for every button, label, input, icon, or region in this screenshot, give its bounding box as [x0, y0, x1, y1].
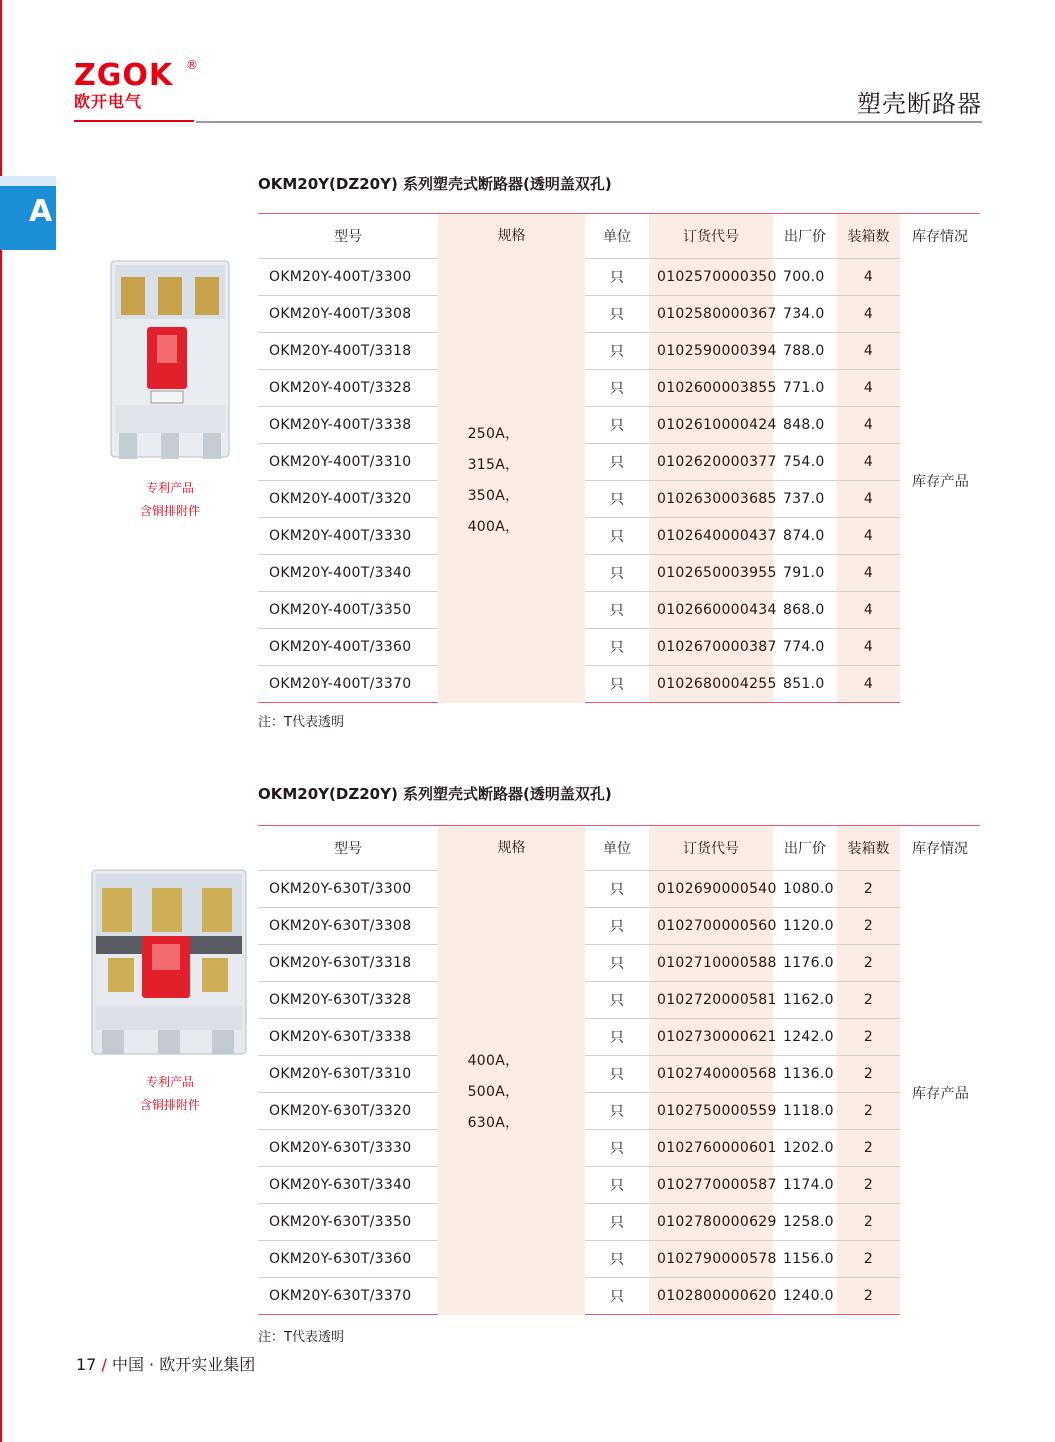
cell-unit: 只 [585, 1278, 649, 1315]
table-row [258, 666, 980, 703]
cell-unit: 只 [585, 296, 649, 333]
section-2-title: OKM20Y(DZ20Y) 系列塑壳式断路器(透明盖双孔) [258, 785, 612, 803]
spec-line: 400A， [467, 1053, 520, 1069]
cell-code: 0102610000424 [649, 407, 773, 444]
spec-line: 350A， [467, 487, 520, 504]
cell-stock: 库存产品 [912, 1085, 970, 1102]
cell-box: 2 [837, 1019, 900, 1056]
table-row [258, 407, 980, 444]
header-stock: 库存情况 [900, 826, 980, 871]
header-code: 订货代号 [649, 826, 773, 871]
cell-spec [438, 259, 585, 703]
cell-model: OKM20Y-400T/3330 [258, 518, 438, 555]
cell-price: 1080.0 [773, 871, 837, 908]
cell-model: OKM20Y-630T/3370 [258, 1278, 438, 1315]
cell-model: OKM20Y-400T/3338 [258, 407, 438, 444]
cell-model: OKM20Y-630T/3300 [258, 871, 438, 908]
cell-box: 2 [837, 1241, 900, 1278]
caption-line-patent: 专利产品 [145, 481, 194, 495]
cell-box: 4 [837, 629, 900, 666]
cell-code: 0102590000394 [649, 333, 773, 370]
cell-model: OKM20Y-630T/3340 [258, 1167, 438, 1204]
cell-price: 1258.0 [773, 1204, 837, 1241]
cell-model: OKM20Y-400T/3328 [258, 370, 438, 407]
cell-model: OKM20Y-400T/3318 [258, 333, 438, 370]
header-box: 装箱数 [837, 214, 900, 259]
cell-code: 0102680004255 [649, 666, 773, 703]
breaker-630-image [88, 866, 250, 1058]
cell-code: 0102640000437 [649, 518, 773, 555]
cell-price: 1176.0 [773, 945, 837, 982]
cell-model: OKM20Y-630T/3320 [258, 1093, 438, 1130]
section-2-table [258, 825, 980, 1315]
cell-unit: 只 [585, 1167, 649, 1204]
cell-price: 734.0 [773, 296, 837, 333]
table-row [258, 1019, 980, 1056]
cell-box: 2 [837, 1278, 900, 1315]
table-row [258, 1204, 980, 1241]
spec-line: 630A， [467, 1115, 520, 1131]
page-footer [76, 1352, 255, 1375]
cell-code: 0102690000540 [649, 871, 773, 908]
cell-box: 2 [837, 908, 900, 945]
cell-price: 1162.0 [773, 982, 837, 1019]
cell-unit: 只 [585, 945, 649, 982]
cell-code: 0102750000559 [649, 1093, 773, 1130]
cell-unit: 只 [585, 407, 649, 444]
section-1-note: 注：T代表透明 [258, 715, 344, 730]
cell-price: 700.0 [773, 259, 837, 296]
cell-box: 2 [837, 1167, 900, 1204]
cell-code: 0102570000350 [649, 259, 773, 296]
cell-code: 0102650003955 [649, 555, 773, 592]
side-section-tab [0, 176, 56, 250]
cell-unit: 只 [585, 1241, 649, 1278]
cell-box: 4 [837, 518, 900, 555]
cell-unit: 只 [585, 370, 649, 407]
cell-unit: 只 [585, 259, 649, 296]
logo-underline [74, 120, 194, 122]
cell-box: 2 [837, 982, 900, 1019]
header-stock: 库存情况 [900, 214, 980, 259]
brand-logo [74, 60, 199, 126]
cell-box: 2 [837, 1130, 900, 1167]
section-1-caption [95, 477, 245, 523]
cell-unit: 只 [585, 481, 649, 518]
table-row [258, 1278, 980, 1315]
header-box: 装箱数 [837, 826, 900, 871]
table-row [258, 296, 980, 333]
table-header-row [258, 826, 980, 871]
cell-code: 0102760000601 [649, 1130, 773, 1167]
cell-unit: 只 [585, 592, 649, 629]
cell-model: OKM20Y-630T/3328 [258, 982, 438, 1019]
cell-box: 4 [837, 555, 900, 592]
cell-model: OKM20Y-630T/3350 [258, 1204, 438, 1241]
cell-box: 2 [837, 1093, 900, 1130]
table-row [258, 370, 980, 407]
header-divider [196, 121, 982, 123]
cell-unit: 只 [585, 871, 649, 908]
cell-price: 1240.0 [773, 1278, 837, 1315]
cell-unit: 只 [585, 1204, 649, 1241]
cell-box: 4 [837, 370, 900, 407]
cell-price: 1118.0 [773, 1093, 837, 1130]
table-row [258, 259, 980, 296]
cell-price: 848.0 [773, 407, 837, 444]
header-spec: 规格 [438, 826, 585, 871]
cell-price: 851.0 [773, 666, 837, 703]
cell-price: 774.0 [773, 629, 837, 666]
table-header-row [258, 214, 980, 259]
table-row [258, 1167, 980, 1204]
cell-spec [438, 871, 585, 1315]
cell-code: 0102620000377 [649, 444, 773, 481]
table-row [258, 1130, 980, 1167]
cell-unit: 只 [585, 444, 649, 481]
cell-model: OKM20Y-400T/3300 [258, 259, 438, 296]
cell-code: 0102720000581 [649, 982, 773, 1019]
caption-line-copper: 含铜排附件 [139, 1098, 200, 1112]
header-code: 订货代号 [649, 214, 773, 259]
cell-code: 0102710000588 [649, 945, 773, 982]
header-model: 型号 [258, 214, 438, 259]
cell-unit: 只 [585, 1093, 649, 1130]
side-tab-highlight [0, 176, 56, 186]
cell-model: OKM20Y-400T/3370 [258, 666, 438, 703]
header-price: 出厂价 [773, 214, 837, 259]
category-title: 塑壳断路器 [857, 90, 982, 118]
cell-price: 1156.0 [773, 1241, 837, 1278]
table-row [258, 444, 980, 481]
cell-box: 2 [837, 871, 900, 908]
cell-model: OKM20Y-400T/3340 [258, 555, 438, 592]
cell-price: 874.0 [773, 518, 837, 555]
table-row [258, 555, 980, 592]
cell-model: OKM20Y-400T/3320 [258, 481, 438, 518]
cell-model: OKM20Y-400T/3310 [258, 444, 438, 481]
cell-model: OKM20Y-630T/3330 [258, 1130, 438, 1167]
cell-price: 1174.0 [773, 1167, 837, 1204]
cell-code: 0102670000387 [649, 629, 773, 666]
cell-code: 0102780000629 [649, 1204, 773, 1241]
cell-unit: 只 [585, 555, 649, 592]
header-unit: 单位 [585, 214, 649, 259]
table-row [258, 1056, 980, 1093]
section-2-note: 注：T代表透明 [258, 1330, 344, 1345]
section-1-title: OKM20Y(DZ20Y) 系列塑壳式断路器(透明盖双孔) [258, 175, 612, 193]
cell-box: 4 [837, 444, 900, 481]
cell-price: 868.0 [773, 592, 837, 629]
cell-box: 4 [837, 259, 900, 296]
section-2-caption [95, 1071, 245, 1117]
table-row [258, 871, 980, 908]
cell-unit: 只 [585, 1019, 649, 1056]
caption-line-copper: 含铜排附件 [139, 504, 200, 518]
spec-line: 400A， [467, 518, 520, 535]
table-row [258, 518, 980, 555]
caption-line-patent: 专利产品 [145, 1075, 194, 1089]
cell-code: 0102790000578 [649, 1241, 773, 1278]
cell-code: 0102660000434 [649, 592, 773, 629]
cell-code: 0102770000587 [649, 1167, 773, 1204]
cell-box: 4 [837, 296, 900, 333]
cell-box: 2 [837, 945, 900, 982]
table-row [258, 592, 980, 629]
cell-unit: 只 [585, 982, 649, 1019]
header-spec: 规格 [438, 214, 585, 259]
cell-code: 0102730000621 [649, 1019, 773, 1056]
breaker-400-image [105, 255, 235, 463]
cell-unit: 只 [585, 908, 649, 945]
spec-line: 500A， [467, 1084, 520, 1100]
footer-separator: / [101, 1355, 107, 1374]
cell-model: OKM20Y-630T/3318 [258, 945, 438, 982]
cell-code: 0102580000367 [649, 296, 773, 333]
cell-model: OKM20Y-400T/3360 [258, 629, 438, 666]
table-row [258, 982, 980, 1019]
side-tab-letter: A [29, 194, 53, 229]
cell-unit: 只 [585, 518, 649, 555]
table-row [258, 908, 980, 945]
spec-line: 250A， [467, 425, 520, 442]
cell-stock: 库存产品 [912, 473, 970, 490]
table-row [258, 945, 980, 982]
cell-price: 754.0 [773, 444, 837, 481]
cell-model: OKM20Y-630T/3308 [258, 908, 438, 945]
cell-model: OKM20Y-630T/3338 [258, 1019, 438, 1056]
header-price: 出厂价 [773, 826, 837, 871]
logo-subtext: 欧开电气 [74, 92, 143, 111]
cell-model: OKM20Y-630T/3360 [258, 1241, 438, 1278]
section-1-table [258, 213, 980, 703]
cell-model: OKM20Y-400T/3308 [258, 296, 438, 333]
cell-code: 0102630003685 [649, 481, 773, 518]
cell-unit: 只 [585, 666, 649, 703]
table-row [258, 481, 980, 518]
cell-price: 1242.0 [773, 1019, 837, 1056]
page-number: 17 [76, 1355, 97, 1374]
cell-box: 4 [837, 666, 900, 703]
header-model: 型号 [258, 826, 438, 871]
cell-code: 0102700000560 [649, 908, 773, 945]
cell-box: 4 [837, 333, 900, 370]
table-row [258, 1093, 980, 1130]
cell-price: 771.0 [773, 370, 837, 407]
table-row [258, 1241, 980, 1278]
cell-code: 0102600003855 [649, 370, 773, 407]
logo-text: ZGOK [74, 58, 174, 93]
cell-code: 0102800000620 [649, 1278, 773, 1315]
cell-unit: 只 [585, 629, 649, 666]
cell-unit: 只 [585, 1130, 649, 1167]
cell-box: 4 [837, 407, 900, 444]
table-row [258, 333, 980, 370]
spec-line: 315A， [467, 456, 520, 473]
cell-box: 2 [837, 1056, 900, 1093]
cell-price: 788.0 [773, 333, 837, 370]
cell-unit: 只 [585, 333, 649, 370]
cell-price: 1202.0 [773, 1130, 837, 1167]
registered-mark: ® [186, 58, 198, 72]
cell-price: 1120.0 [773, 908, 837, 945]
cell-box: 4 [837, 592, 900, 629]
table-row [258, 629, 980, 666]
cell-code: 0102740000568 [649, 1056, 773, 1093]
cell-box: 2 [837, 1204, 900, 1241]
cell-box: 4 [837, 481, 900, 518]
cell-unit: 只 [585, 1056, 649, 1093]
cell-price: 791.0 [773, 555, 837, 592]
header-unit: 单位 [585, 826, 649, 871]
footer-company: 中国 · 欧开实业集团 [111, 1355, 256, 1374]
cell-model: OKM20Y-630T/3310 [258, 1056, 438, 1093]
cell-price: 1136.0 [773, 1056, 837, 1093]
cell-price: 737.0 [773, 481, 837, 518]
cell-model: OKM20Y-400T/3350 [258, 592, 438, 629]
